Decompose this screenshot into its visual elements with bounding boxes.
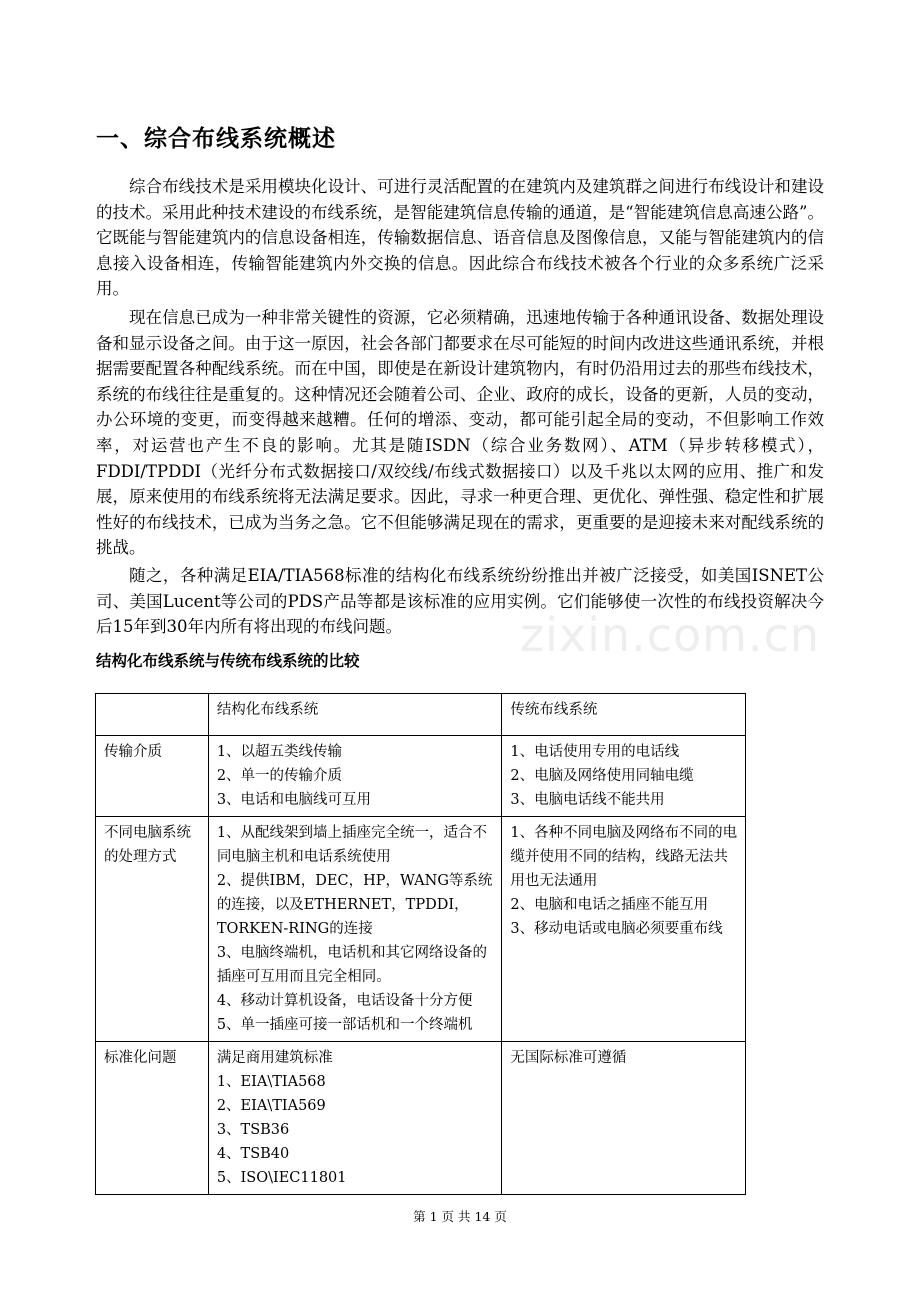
cell-line: 3、TSB36 (216, 1122, 290, 1138)
cell-line: 4、移动计算机设备，电话设备十分方便 (216, 993, 473, 1009)
table-title: 结构化布线系统与传统布线系统的比较 (96, 652, 360, 670)
cell-line: 5、ISO\IEC11801 (216, 1170, 347, 1186)
cell-line: 3、电脑电话线不能共用 (510, 792, 665, 808)
cell-line: 3、电话和电脑线可互用 (216, 792, 372, 808)
row-label: 标准化问题 (96, 1042, 209, 1195)
cell-line: 1、电话使用专用的电话线 (510, 744, 680, 760)
structured-cell (208, 817, 502, 1042)
cell-line: 无国际标准可遵循 (510, 1050, 627, 1066)
section-heading: 一、综合布线系统概述 (96, 126, 336, 152)
cell-line: 1、从配线架到墙上插座完全统一，适合不同电脑主机和电话系统使用 (216, 825, 488, 865)
header-cell-structured: 结构化布线系统 (208, 694, 502, 736)
watermark: zixin.com.cn (520, 608, 821, 662)
cell-line: 满足商用建筑标准 (216, 1050, 333, 1066)
cell-line: 2、EIA\TIA569 (216, 1098, 326, 1114)
cell-line: 1、以超五类线传输 (216, 744, 343, 760)
row-label: 传输介质 (96, 736, 209, 817)
paragraph-2: 现在信息已成为一种非常关键性的资源，它必须精确，迅速地传输于各种通讯设备、数据处理设备和显示设备之间。由于这一原因，社会各部门都要求在尽可能短的时间内改进这些通讯系统，并根据需要配置各种配线系统。而在中国，即使是在新设计建筑物内，有时仍沿用过去的那些布线技术，系统的布线往往是重复的。这种情况还会随着公司、企业、政府的成长，设备的更新，人员的变动，办公环境的变更，而变得越来越糟。任何的增添、变动，都可能引起全局的变动，不但影响工作效率，对运营也产生不良的影响。尤其是随ISDN（综合业务数网）、ATM（异步转移模式），FDDI/TPDDI（光纤分布式数据接口/双绞线/布线式数据接口）以及千兆以太网的应用、推广和发展，原来使用的布线系统将无法满足要求。因此，寻求一种更合理、更优化、弹性强、稳定性和扩展性好的布线技术，已成为当务之急。它不但能够满足现在的需求，更重要的是迎接未来对配线系统的挑战。 (96, 308, 824, 558)
paragraph-1: 综合布线技术是采用模块化设计、可进行灵活配置的在建筑内及建筑群之间进行布线设计和建设的技术。采用此种技术建设的布线系统，是智能建筑信息传输的通道，是“智能建筑信息高速公路”。它既能与智能建筑内的信息设备相连，传输数据信息、语音信息及图像信息，又能与智能建筑内的信息接入设备相连，传输智能建筑内外交换的信息。因此综合布线技术被各个行业的众多系统广泛采用。 (96, 177, 824, 299)
cell-line: 3、移动电话或电脑必须要重布线 (510, 921, 723, 937)
page-footer: 第 1 页 共 14 页 (413, 1209, 507, 1224)
paragraph-3: 随之，各种满足EIA/TIA568标准的结构化布线系统纷纷推出并被广泛接受，如美国ISNET公司、美国Lucent等公司的PDS产品等都是该标准的应用实例。它们能够使一次性的布线投资解决今后15年到30年内所有将出现的布线问题。 (96, 566, 824, 637)
traditional-cell (502, 736, 746, 817)
structured-cell (208, 736, 502, 817)
cell-line: 1、EIA\TIA568 (216, 1074, 326, 1090)
header-cell-empty (96, 694, 209, 736)
table-row (96, 817, 746, 1042)
traditional-cell (502, 1042, 746, 1195)
traditional-cell (502, 817, 746, 1042)
table-row (96, 1042, 746, 1195)
header-cell-traditional: 传统布线系统 (502, 694, 746, 736)
row-label: 不同电脑系统的处理方式 (96, 817, 209, 1042)
cell-line: 2、电脑及网络使用同轴电缆 (510, 768, 694, 784)
cell-line: 3、电脑终端机，电话机和其它网络设备的插座可互用而且完全相同。 (216, 945, 488, 985)
cell-line: 1、各种不同电脑及网络布不同的电缆并使用不同的结构，线路无法共用也无法通用 (510, 825, 738, 889)
structured-cell (208, 1042, 502, 1195)
cell-line: 2、提供IBM，DEC，HP，WANG等系统的连接，以及ETHERNET，TPDDI，TORKEN-RING的连接 (216, 873, 493, 937)
cell-line: 2、单一的传输介质 (216, 768, 343, 784)
cell-line: 2、电脑和电话之插座不能互用 (510, 897, 709, 913)
table-header-row (96, 694, 746, 736)
cell-line: 4、TSB40 (216, 1146, 290, 1162)
table-row (96, 736, 746, 817)
comparison-table (95, 693, 746, 1195)
cell-line: 5、单一插座可接一部话机和一个终端机 (216, 1017, 473, 1033)
